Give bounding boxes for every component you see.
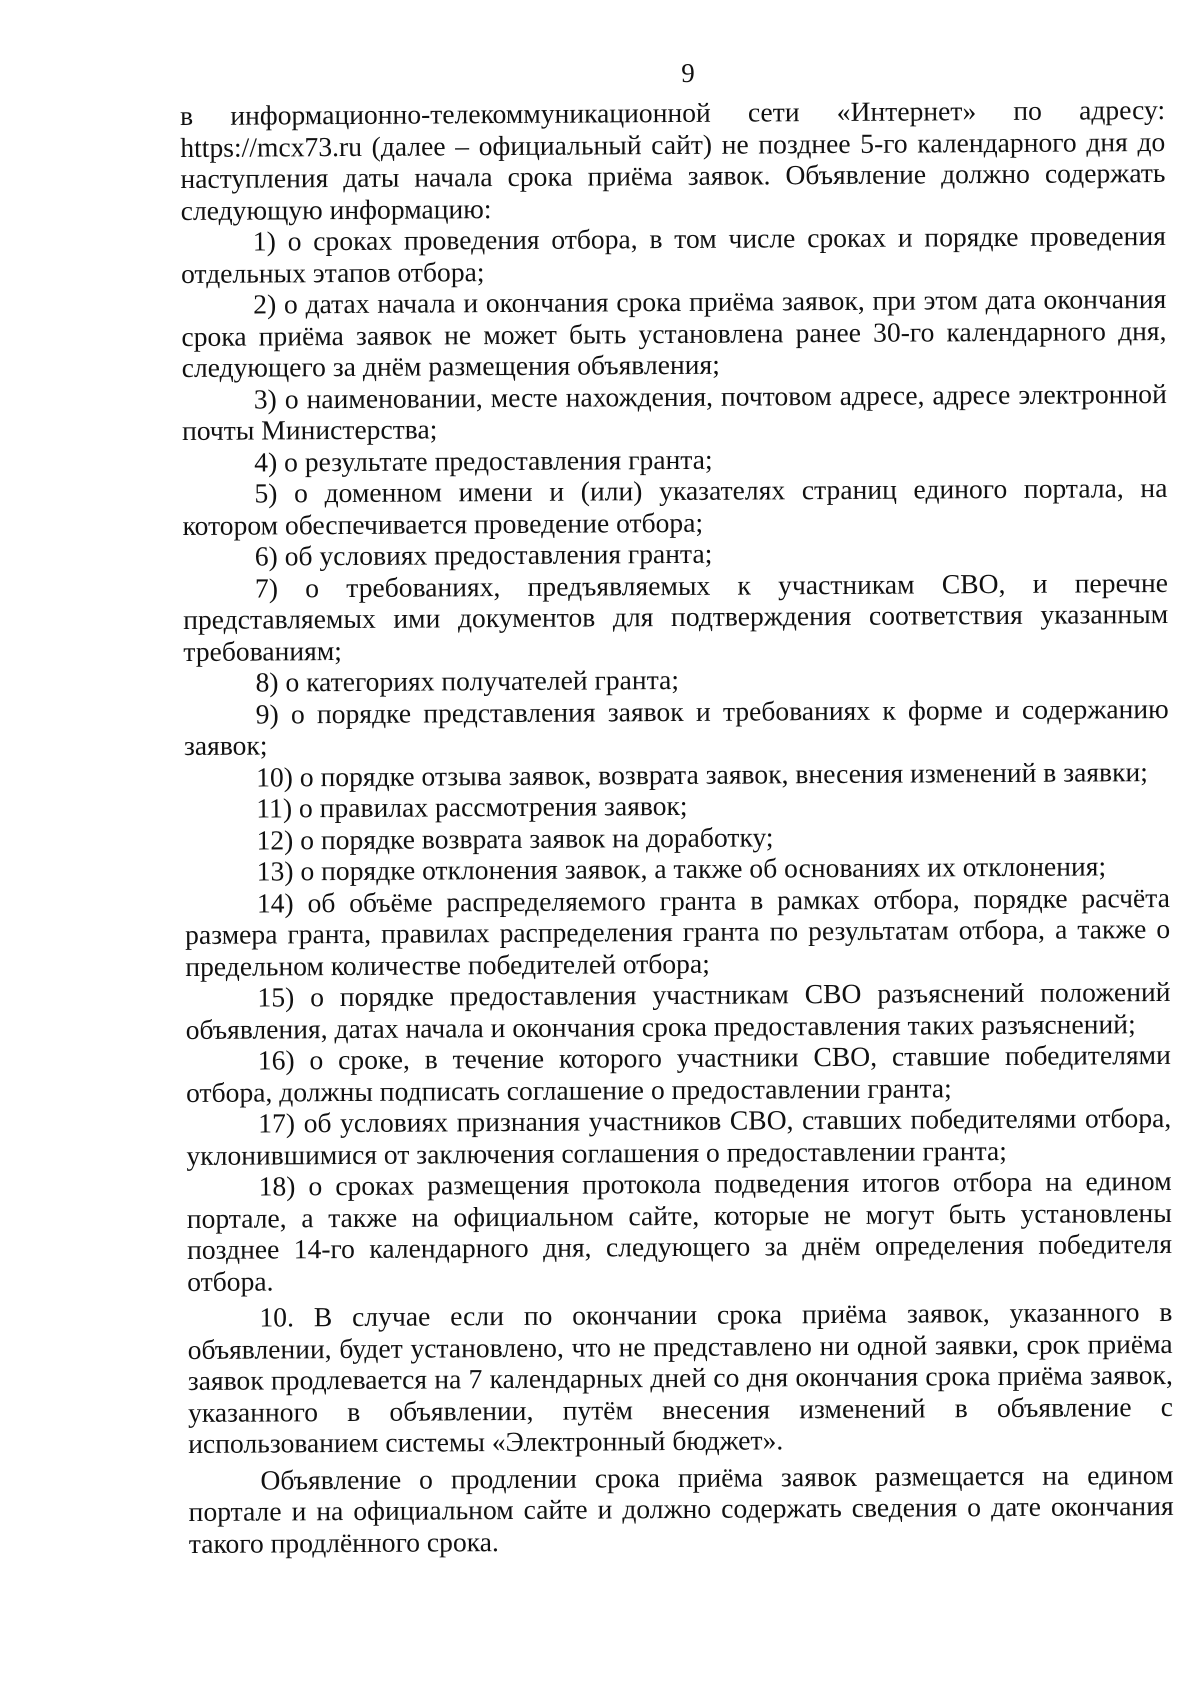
page-number: 9 (681, 58, 695, 88)
document-body (180, 94, 1174, 1559)
paragraph-intro-continuation: в информационно-телекоммуникационной сети «Интернет» по адресу: https://mcx73.ru (далее – официальный сайт) не позднее 5-го календарного дня до наступления даты начала срока приёма заявок. Объявление должно содержать следующую информацию: (180, 93, 1166, 226)
list-item-11: 11) о правилах рассмотрения заявок; (256, 789, 688, 824)
list-item-4: 4) о результате предоставления гранта; (254, 443, 713, 478)
list-item-14: 14) об объёме распределяемого гранта в рамках отбора, порядке расчёта размера гранта, правилах распределения гранта по результатам отбора, а также о предельном количестве победителей отбора; (185, 881, 1171, 982)
list-item-6: 6) об условиях предоставления гранта; (254, 537, 713, 572)
extension-announcement-paragraph: Объявление о продлении срока приёма заявок размещается на едином портале и на официальном сайте и должно содержать сведения о дате окончания такого продлённого срока. (188, 1458, 1174, 1559)
list-item-3: 3) о наименовании, месте нахождения, почтовом адресе, адресе электронной почты Министерства; (181, 377, 1167, 446)
list-item-18: 18) о сроках размещения протокола подведения итогов отбора на едином портале, а также на официальном сайте, которые не могут быть установлены позднее 14-го календарного дня, следующего за днём определения победителя отбора. (186, 1164, 1173, 1297)
list-item-1: 1) о сроках проведения отбора, в том числе сроках и порядке проведения отдельных этапов отбора; (180, 219, 1166, 289)
list-item-13: 13) о порядке отклонения заявок, а также об основаниях их отклонения; (256, 850, 1107, 887)
list-item-8: 8) о категориях получателей гранта; (255, 663, 680, 698)
list-item-2: 2) о датах начала и окончания срока приёма заявок, при этом дата окончания срока приёма заявок не может быть установлена ранее 30-го календарного дня, следующего за днём размещения объявления; (181, 282, 1167, 383)
list-item-9: 9) о порядке представления заявок и требованиях к форме и содержанию заявок; (183, 692, 1169, 761)
list-item-12: 12) о порядке возврата заявок на доработку; (256, 820, 774, 856)
list-item-7: 7) о требованиях, предъявляемых к участникам СВО, и перечне представляемых ими документов для подтверждения соответствия указанным требованиям; (183, 566, 1169, 667)
list-item-15: 15) о порядке предоставления участникам СВО разъяснений положений объявления, датах начала и окончания срока предоставления таких разъяснений; (185, 975, 1171, 1045)
list-item-16: 16) о сроке, в течение которого участники СВО, ставшие победителями отбора, должны подписать соглашение о предоставлении гранта; (185, 1038, 1171, 1108)
list-item-10: 10) о порядке отзыва заявок, возврата заявок, внесения изменений в заявки; (256, 755, 1148, 793)
list-item-17: 17) об условиях признания участников СВО, ставших победителями отбора, уклонившимися от заключения соглашения о предоставлении гранта; (186, 1101, 1172, 1171)
clause-10-paragraph: 10. В случае если по окончании срока приёма заявок, указанного в объявлении, будет установлено, что не представлено ни одной заявки, срок приёма заявок продлевается на 7 календарных дней со дня окончания срока приёма заявок, указанного в объявлении, путём внесения изменений в объявление с использованием системы «Электронный бюджет». (187, 1295, 1174, 1459)
list-item-5: 5) о доменном имени и (или) указателях страниц единого портала, на котором обеспечивается проведение отбора; (182, 471, 1168, 541)
